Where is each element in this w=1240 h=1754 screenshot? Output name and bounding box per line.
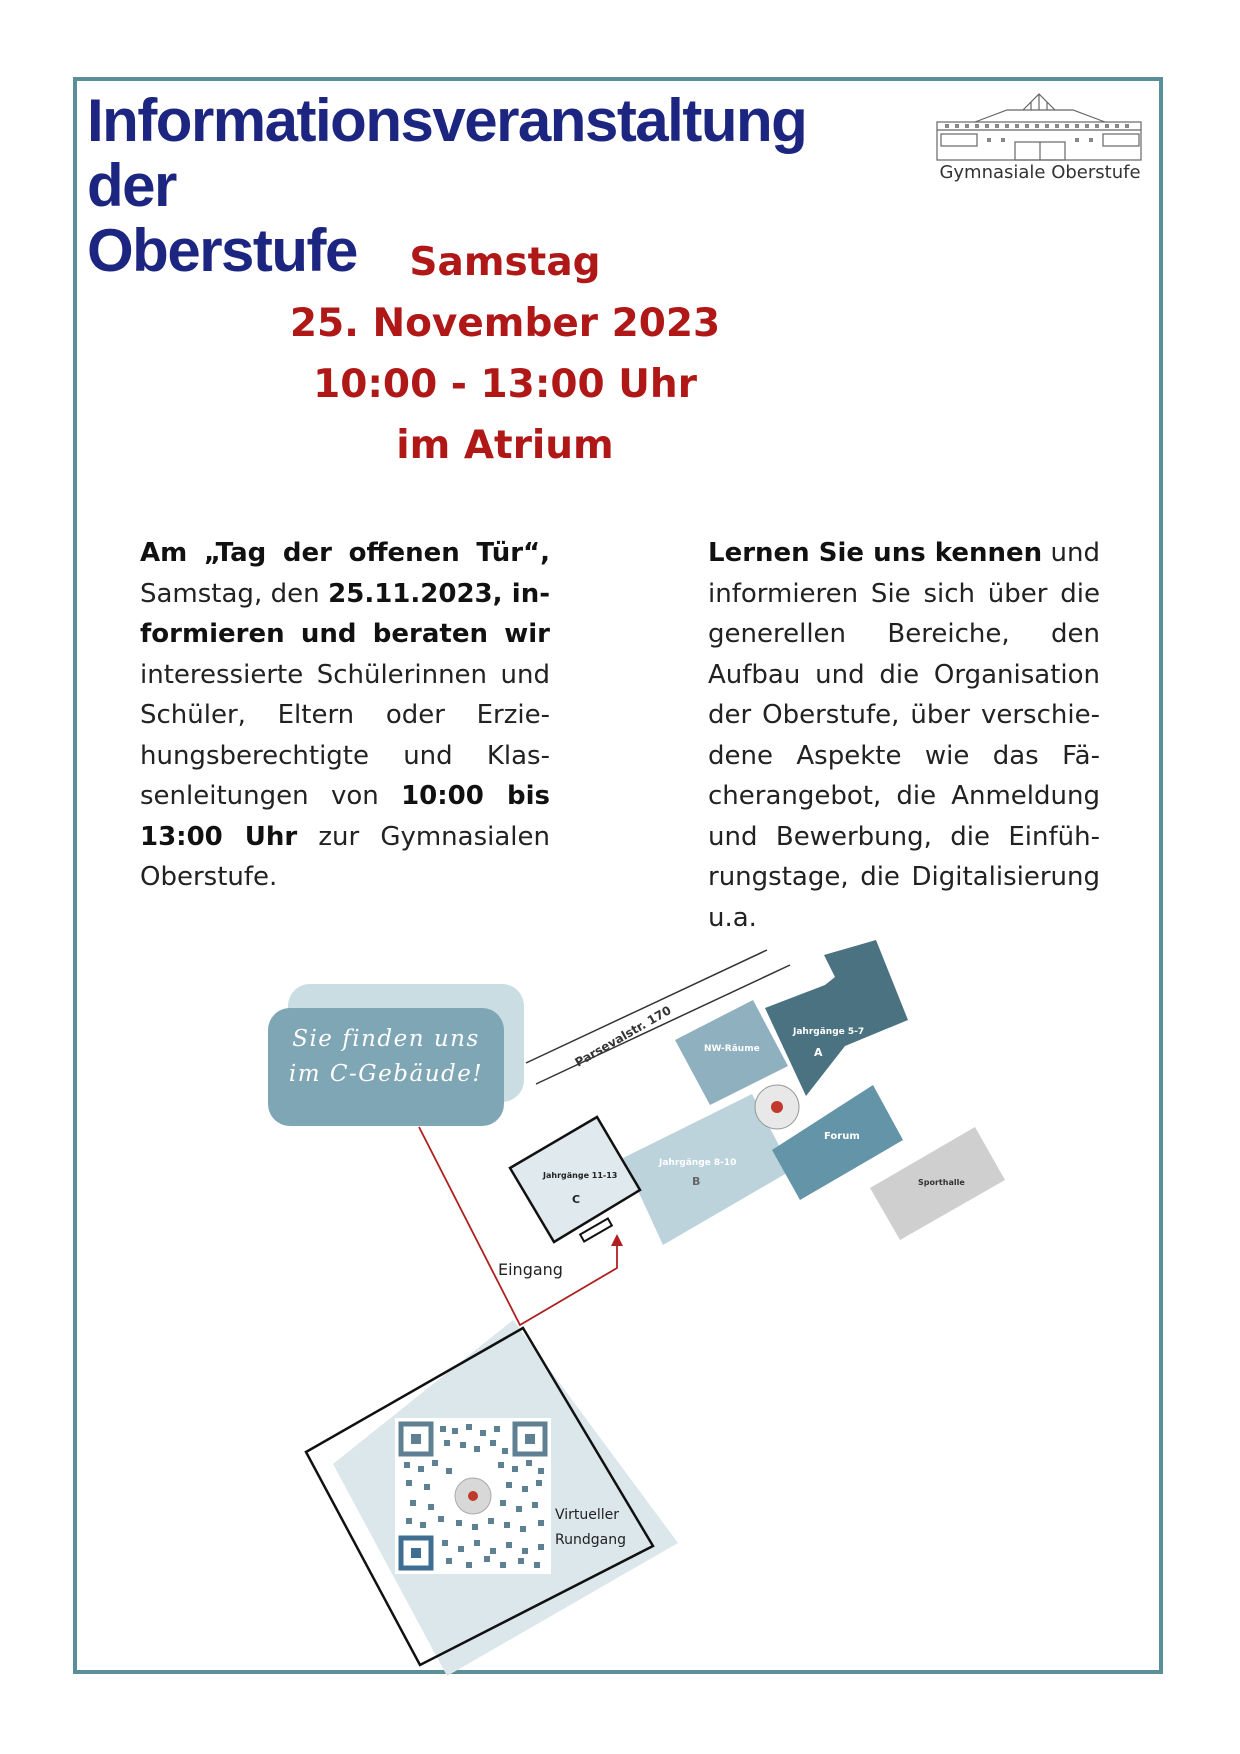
- building-c-label: Jahrgänge 11-13: [543, 1171, 618, 1180]
- building-a-label: Jahrgänge 5-7: [793, 1027, 865, 1037]
- event-time: 10:00 - 13:00 Uhr: [313, 362, 697, 407]
- emblem-center-icon: [771, 1101, 783, 1113]
- building-b-label: Jahrgänge 8-10: [659, 1158, 737, 1168]
- open-day-date: 25.11.2023, informieren und beraten wir: [140, 578, 550, 649]
- event-place: im Atrium: [396, 423, 614, 468]
- open-day-intro: Am „Tag der offenen Tür“,: [140, 538, 550, 568]
- title-line-2: Oberstufe: [87, 217, 357, 284]
- callout-line-1: Sie finden uns: [292, 1026, 480, 1052]
- event-day: Samstag: [409, 240, 601, 285]
- open-day-end: zur Gymnasialen Oberstufe.: [140, 821, 550, 892]
- open-day-time: 10:00 bis 13:00 Uhr: [140, 781, 550, 852]
- nw-label: NW-Räume: [704, 1044, 760, 1054]
- topics-text: und informieren Sie sich über die generellen Bereiche, den Aufbau und die Organisation der Oberstufe, über verschiedene Aspekte wie das Fächerangebot, die Anmeldung und Bewerbung, die Einführungstage, die Digitalisierung u.a.: [708, 538, 1100, 933]
- building-a: [765, 940, 908, 1096]
- entrance-label: Eingang: [498, 1260, 563, 1279]
- logo-caption: Gymnasiale Oberstufe: [939, 162, 1141, 183]
- street-label: Parsevalstr. 170: [572, 1003, 674, 1070]
- route-arrow-icon: [611, 1234, 623, 1246]
- open-day-audience: interessierte Schülerinnen und Schüler, Eltern oder Erziehungsberechtigte und Klassenleitungen von: [140, 659, 550, 811]
- event-date: 25. November 2023: [289, 301, 721, 346]
- callout-text: [268, 1022, 504, 1092]
- callout-line-2: im C-Gebäude!: [288, 1061, 484, 1087]
- virtual-tour-line-2: Rundgang: [555, 1532, 626, 1548]
- sporthalle-label: Sporthalle: [918, 1178, 965, 1187]
- building-b-letter: B: [692, 1175, 701, 1188]
- open-day-weekday: Samstag, den: [140, 578, 320, 609]
- title-line-1: Informationsveranstaltung der: [87, 87, 807, 219]
- building-c-letter: C: [572, 1193, 581, 1206]
- building-a-letter: A: [814, 1046, 823, 1059]
- get-to-know-us: Lernen Sie uns kennen: [708, 538, 1043, 568]
- virtual-tour-line-1: Virtueller: [555, 1507, 620, 1523]
- forum-label: Forum: [824, 1131, 860, 1142]
- qr-center-dot-icon: [468, 1491, 478, 1501]
